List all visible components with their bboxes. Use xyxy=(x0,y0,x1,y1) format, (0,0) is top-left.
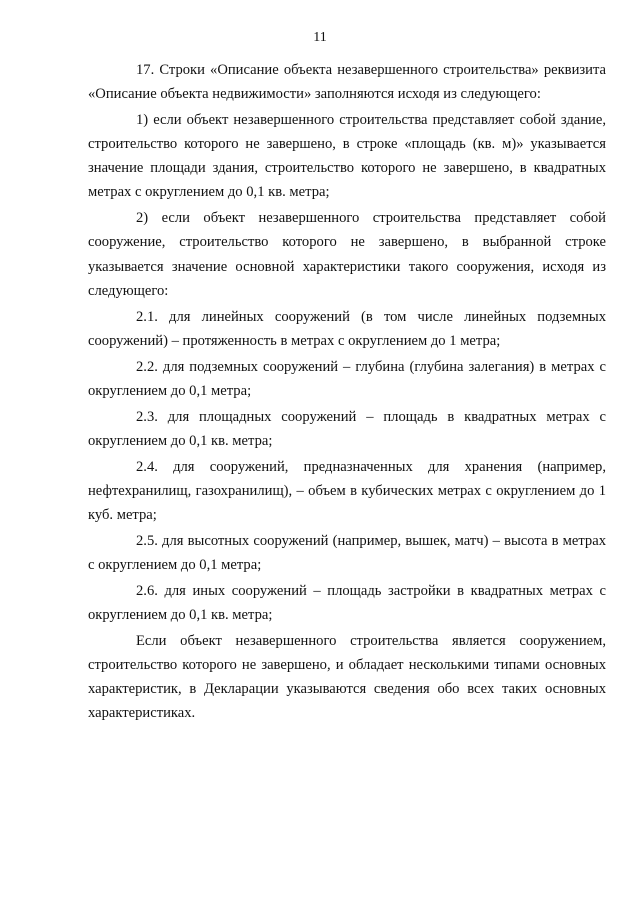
document-body xyxy=(88,58,606,727)
paragraph-item-2-4: 2.4. для сооружений, предназначенных для хранения (например, нефтехранилищ, газохранилищ), – объем в кубических метрах с округлением до 1 куб. метра; xyxy=(88,458,606,524)
paragraph-item-2-3: 2.3. для площадных сооружений – площадь в квадратных метрах с округлением до 0,1 кв. метра; xyxy=(88,408,606,449)
paragraph-item-2-6: 2.6. для иных сооружений – площадь застройки в квадратных метрах с округлением до 0,1 кв. метра; xyxy=(88,583,606,624)
paragraph-item-1: 1) если объект незавершенного строительства представляет собой здание, строительство которого не завершено, в строке «площадь (кв. м)» указывается значение площади здания, строительство которого не завершено, в квадратных метрах с округлением до 0,1 кв. метра; xyxy=(88,112,606,201)
paragraph-closing: Если объект незавершенного строительства является сооружением, строительство которого не завершено, и обладает несколькими типами основных характеристик, в Декларации указываются сведения обо всех таких основных характеристиках. xyxy=(88,633,606,722)
page-number: 11 xyxy=(313,30,327,45)
paragraph-item-2-5: 2.5. для высотных сооружений (например, вышек, матч) – высота в метрах с округлением до 0,1 метра; xyxy=(88,533,606,574)
paragraph-item-2-2: 2.2. для подземных сооружений – глубина (глубина залегания) в метрах с округлением до 0,1 метра; xyxy=(88,358,606,399)
paragraph-17: 17. Строки «Описание объекта незавершенного строительства» реквизита «Описание объекта недвижимости» заполняются исходя из следующего: xyxy=(88,62,606,103)
paragraph-item-2: 2) если объект незавершенного строительства представляет собой сооружение, строительство которого не завершено, в выбранной строке указывается значение основной характеристики такого сооружения, исходя из следующего: xyxy=(88,210,606,299)
paragraph-item-2-1: 2.1. для линейных сооружений (в том числе линейных подземных сооружений) – протяженность в метрах с округлением до 1 метра; xyxy=(88,308,606,349)
